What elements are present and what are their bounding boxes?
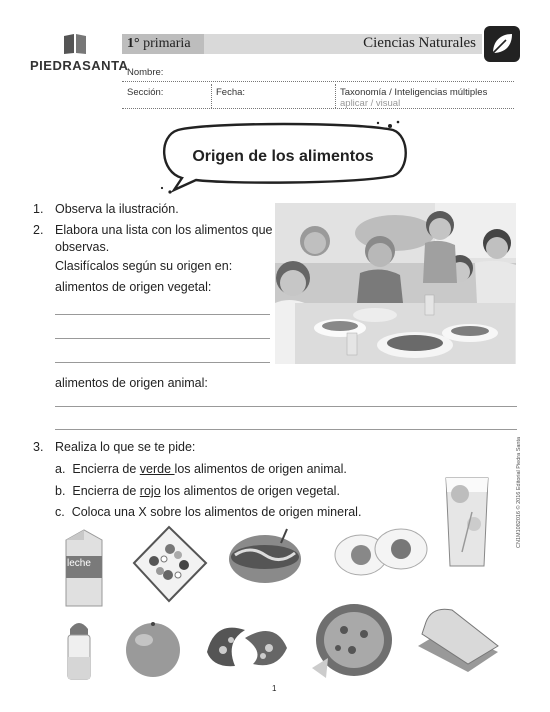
grade-label: 1° primaria — [127, 36, 191, 51]
instruction-3c: c. Coloca una X sobre los alimentos de origen mineral. — [55, 505, 362, 519]
pizza-image[interactable] — [308, 598, 398, 682]
family-dinner-photo — [275, 203, 516, 364]
salt-shaker-image[interactable] — [64, 617, 94, 681]
leaf-icon — [484, 26, 520, 62]
divider — [335, 84, 336, 108]
fried-eggs-image[interactable] — [333, 527, 429, 579]
page-title: Origen de los alimentos — [192, 148, 374, 165]
seccion-label: Sección: — [127, 87, 164, 98]
vegetal-label: alimentos de origen vegetal: — [55, 280, 212, 294]
instruction-3: Realiza lo que se te pide: — [55, 440, 196, 454]
copyright-code: CN1M1082016 © 2016 Editorial Piedra Santa — [516, 436, 522, 548]
bread-slices-image[interactable] — [412, 600, 504, 674]
water-glass-image[interactable] — [440, 472, 494, 570]
fecha-label: Fecha: — [216, 87, 246, 98]
answer-line[interactable] — [55, 429, 517, 430]
nombre-label: Nombre: — [127, 67, 164, 78]
salad-image[interactable] — [124, 523, 214, 605]
taxonomia-label: Taxonomía / Inteligencias múltiples — [340, 87, 488, 98]
answer-line[interactable] — [55, 314, 270, 315]
answer-line[interactable] — [55, 406, 517, 407]
brand-logo: PIEDRASANTA — [30, 58, 129, 73]
answer-line[interactable] — [55, 338, 270, 339]
instruction-2: Elabora una lista con los alimentos que — [55, 223, 273, 237]
instruction-2-classify: Clasifícalos según su origen en: — [55, 259, 233, 273]
item-number: 1. — [33, 202, 44, 216]
milk-label: leche — [67, 558, 91, 569]
instruction-1: Observa la ilustración. — [55, 202, 179, 216]
tomato-slices-image[interactable] — [205, 612, 289, 672]
divider — [211, 84, 212, 108]
subject-label: Ciencias Naturales — [363, 35, 476, 51]
item-number: 3. — [33, 440, 44, 454]
instruction-3b: b. Encierra de rojo los alimentos de origen vegetal. — [55, 484, 340, 498]
animal-label: alimentos de origen animal: — [55, 376, 208, 390]
seccion-line — [122, 108, 514, 109]
taxonomia-values: aplicar / visual — [340, 98, 401, 109]
item-number: 2. — [33, 223, 44, 237]
instruction-3a: a. Encierra de verde los alimentos de origen animal. — [55, 462, 347, 476]
hot-dog-image[interactable] — [225, 525, 305, 587]
book-logo-icon — [62, 33, 88, 55]
orange-image[interactable] — [122, 620, 184, 678]
page-number: 1 — [272, 684, 277, 693]
nombre-line — [122, 81, 514, 82]
instruction-2-cont: observas. — [55, 240, 110, 254]
answer-line[interactable] — [55, 362, 270, 363]
